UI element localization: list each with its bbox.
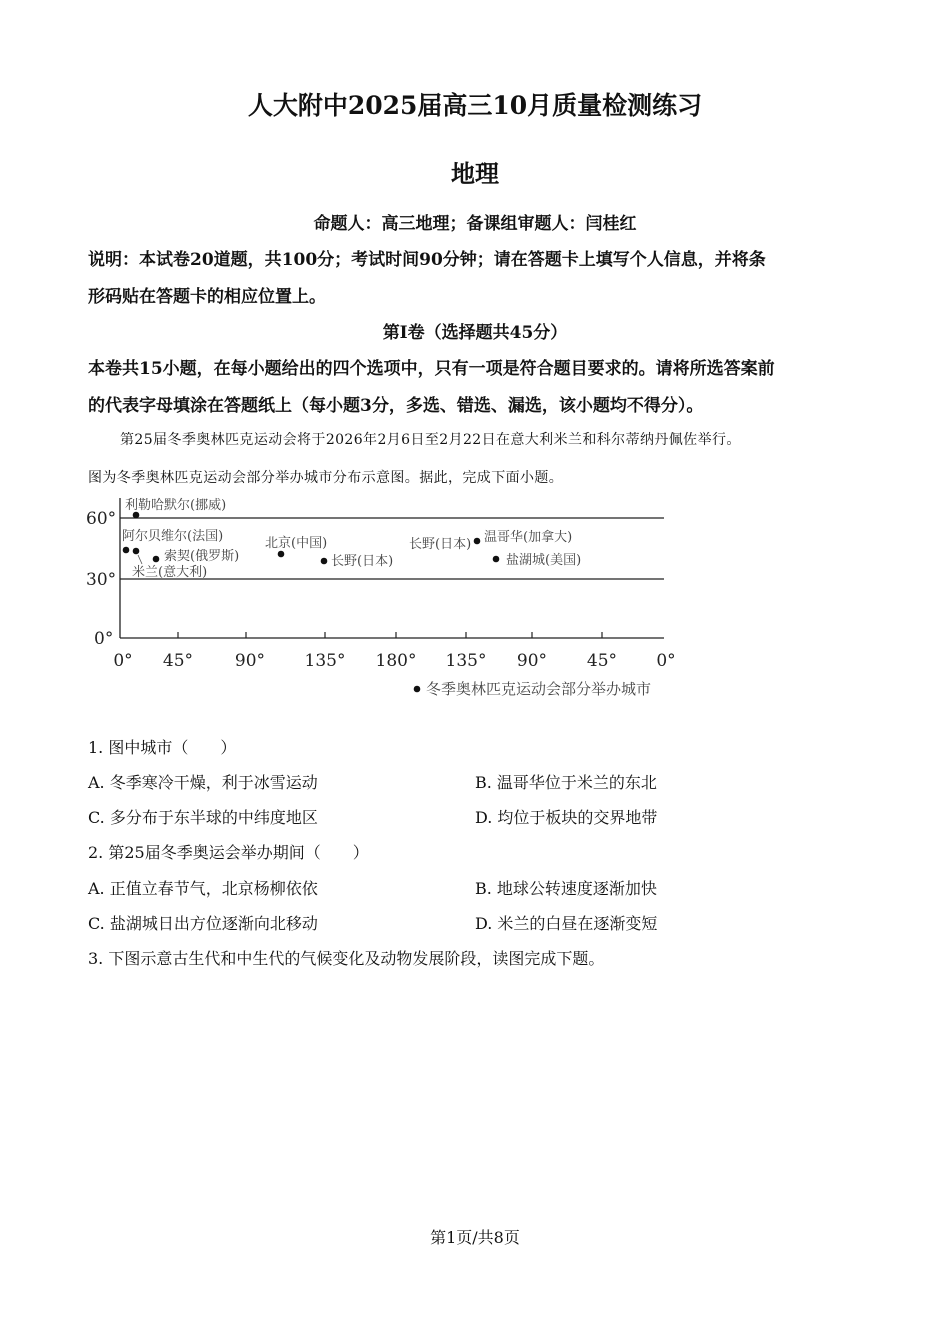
city-marker-vancouver [474,538,481,545]
city-marker-beijing [278,551,285,558]
olympic-cities-map [80,490,700,705]
exam-authors: 命题人：高三地理；备课组审题人：闫桂红 [313,214,637,234]
passage-line-1: 第25届冬季奥林匹克运动会将于2026年2月6日至2月22日在意大利米兰和科尔蒂纳丹佩佐举行。 [120,432,741,448]
passage-line-2: 图为冬季奥林匹克运动会部分举办城市分布示意图。据此，完成下面小题。 [88,470,564,486]
lon-label: 45° [586,651,618,671]
lon-label: 90° [234,651,266,671]
city-label-vancouver: 温哥华(加拿大) [484,530,573,545]
instructions-line-1: 说明：本试卷20道题，共100分；考试时间90分钟；请在答题卡上填写个人信息，并将条 [88,250,766,270]
city-marker-milan [133,548,140,555]
city-label-lillehammer: 利勒哈默尔(挪威) [125,498,227,513]
city-label-albertville: 阿尔贝维尔(法国) [122,529,224,544]
question-1-option-d[interactable]: D. 均位于板块的交界地带 [475,808,658,827]
question-1-option-c[interactable]: C. 多分布于东半球的中纬度地区 [88,808,318,827]
question-1-stem: 1. 图中城市（ ） [88,738,237,757]
city-label-nagano: 长野(日本) [331,554,394,569]
lon-label: 135° [445,651,487,671]
city-label-sochi: 索契(俄罗斯) [164,549,240,564]
question-2-stem: 2. 第25届冬季奥运会举办期间（ ） [88,843,369,862]
section-desc-line-1: 本卷共15小题，在每小题给出的四个选项中，只有一项是符合题目要求的。请将所选答案前 [88,359,775,379]
exam-title: 人大附中2025届高三10月质量检测练习 [247,91,703,120]
lat-label: 0° [94,629,114,649]
question-2-option-b[interactable]: B. 地球公转速度逐渐加快 [475,879,657,898]
lon-label: 0° [656,651,676,671]
subject-title: 地理 [451,159,499,188]
city-marker-sochi [153,556,160,563]
city-marker-nagano [321,558,328,565]
question-1-option-a[interactable]: A. 冬季寒冷干燥，利于冰雪运动 [88,773,318,792]
lon-label: 45° [162,651,194,671]
question-1-option-b[interactable]: B. 温哥华位于米兰的东北 [475,773,657,792]
city-label-milan: 米兰(意大利) [132,565,208,580]
page-footer: 第1页/共8页 [430,1228,520,1247]
city-marker-salt-lake-city [493,556,500,563]
question-2-option-d[interactable]: D. 米兰的白昼在逐渐变短 [475,914,658,933]
lat-label: 30° [86,570,117,590]
section-desc-line-2: 的代表字母填涂在答题纸上（每小题3分，多选、错选、漏选，该小题均不得分）。 [88,396,704,416]
city-label-beijing: 北京(中国) [265,536,328,551]
map-legend: 冬季奥林匹克运动会部分举办城市 [426,680,652,698]
lon-label: 180° [375,651,417,671]
milan-leader-line [138,555,142,564]
city-label-salt-lake-city: 盐湖城(美国) [506,553,582,568]
lon-label: 0° [113,651,133,671]
instructions-line-2: 形码贴在答题卡的相应位置上。 [88,287,326,307]
legend-marker [414,686,421,693]
lon-label: 135° [304,651,346,671]
lon-label: 90° [516,651,548,671]
city-label-nagano-2: 长野(日本) [409,537,472,552]
question-2-option-a[interactable]: A. 正值立春节气，北京杨柳依依 [88,879,318,898]
question-2-option-c[interactable]: C. 盐湖城日出方位逐渐向北移动 [88,914,318,933]
question-3-stem: 3. 下图示意古生代和中生代的气候变化及动物发展阶段，读图完成下题。 [88,949,605,968]
lat-label: 60° [86,509,117,529]
city-marker-albertville [123,547,130,554]
section-heading: 第Ⅰ卷（选择题共45分） [382,323,568,343]
